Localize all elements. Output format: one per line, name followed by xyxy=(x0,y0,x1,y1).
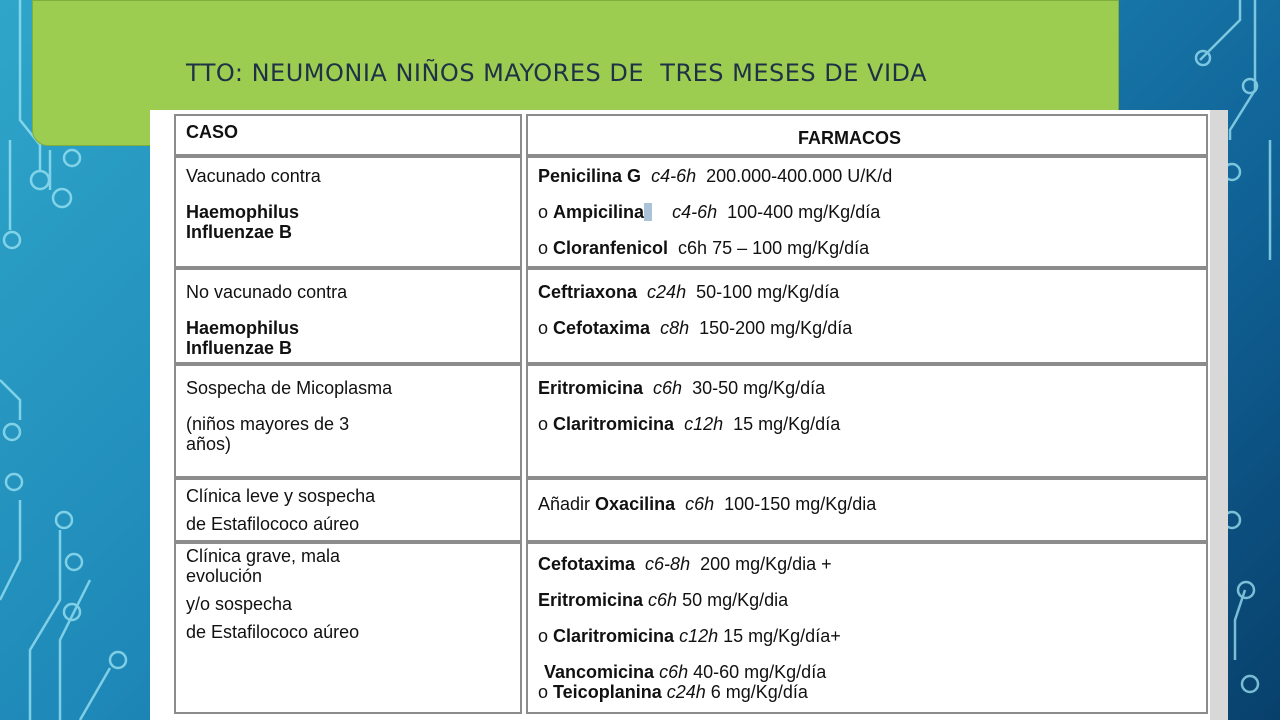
drug-line xyxy=(538,318,852,338)
drug-line xyxy=(538,590,788,610)
drug-name: Eritromicina xyxy=(538,378,644,398)
drug-line xyxy=(538,378,825,398)
drug-line xyxy=(538,626,841,646)
header-caso xyxy=(174,114,522,156)
row-3-caso-line: Sospecha de Micoplasma xyxy=(186,378,393,398)
drug-dose: 200.000-400.000 U/K/d xyxy=(706,166,893,186)
drug-dose: 100-400 mg/Kg/día xyxy=(727,202,881,222)
drug-frequency: c4-6h xyxy=(651,166,697,186)
drug-dose: 15 mg/Kg/día xyxy=(733,414,841,434)
drug-prefix: Añadir xyxy=(538,494,596,514)
drug-frequency: c24h xyxy=(666,682,706,702)
row-5-caso xyxy=(174,542,522,714)
row-1-farmacos xyxy=(526,156,1208,268)
row-2-caso-line: Haemophilus xyxy=(186,318,300,338)
drug-prefix: o xyxy=(538,202,554,222)
drug-line xyxy=(538,554,832,574)
drug-frequency: c4-6h xyxy=(672,202,718,222)
row-1-caso-line: Vacunado contra xyxy=(186,166,321,186)
row-3-farmacos xyxy=(526,364,1208,478)
drug-name: Oxacilina xyxy=(595,494,676,514)
drug-prefix: o xyxy=(538,682,554,702)
drug-dose: 200 mg/Kg/dia + xyxy=(700,554,832,574)
drug-frequency: c8h xyxy=(660,318,690,338)
row-4-caso-line: Clínica leve y sospecha xyxy=(186,486,376,506)
drug-name: Eritromicina xyxy=(538,590,644,610)
drug-frequency: c6h xyxy=(648,590,678,610)
drug-line xyxy=(544,662,826,682)
row-4-caso-line: de Estafilococo aúreo xyxy=(186,514,360,534)
row-5-caso-line: de Estafilococo aúreo xyxy=(186,622,360,642)
drug-dose: 150-200 mg/Kg/día xyxy=(699,318,853,338)
drug-name: Penicilina G xyxy=(538,166,642,186)
drug-prefix: o xyxy=(538,414,554,434)
row-4-caso xyxy=(174,478,522,542)
drug-line xyxy=(538,494,876,514)
drug-prefix: o xyxy=(538,238,554,258)
drug-dose: c6h 75 – 100 mg/Kg/día xyxy=(678,238,870,258)
drug-name: Cloranfenicol xyxy=(553,238,669,258)
text-cursor xyxy=(644,203,652,221)
row-3-caso xyxy=(174,364,522,478)
drug-name: Teicoplanina xyxy=(553,682,662,702)
row-4-farmacos xyxy=(526,478,1208,542)
row-1-caso-line: Haemophilus xyxy=(186,202,300,222)
row-5-caso-line: Clínica grave, mala xyxy=(186,546,341,566)
drug-line xyxy=(538,166,892,186)
drug-line xyxy=(538,238,869,258)
drug-name: Ceftriaxona xyxy=(538,282,638,302)
drug-name: Vancomicina xyxy=(544,662,655,682)
drug-dose: 50-100 mg/Kg/día xyxy=(696,282,840,302)
drug-dose: 6 mg/Kg/día xyxy=(710,682,808,702)
drug-dose: 40-60 mg/Kg/día xyxy=(693,662,827,682)
drug-name: Ampicilina xyxy=(553,202,645,222)
drug-frequency: c6h xyxy=(659,662,689,682)
drug-line xyxy=(538,282,839,302)
drug-name: Claritromicina xyxy=(553,414,675,434)
treatment-table xyxy=(150,110,1228,720)
row-1-caso xyxy=(174,156,522,268)
row-2-caso-line: No vacunado contra xyxy=(186,282,348,302)
drug-frequency: c6h xyxy=(653,378,683,398)
drug-line xyxy=(538,202,880,222)
row-3-caso-line: (niños mayores de 3 xyxy=(186,414,350,434)
row-2-caso xyxy=(174,268,522,364)
row-5-farmacos xyxy=(526,542,1208,714)
drug-name: Cefotaxima xyxy=(538,554,636,574)
drug-frequency: c6h xyxy=(685,494,715,514)
row-1-caso-line: Influenzae B xyxy=(186,222,293,242)
header-farmacos xyxy=(526,114,1208,156)
row-2-caso-line: Influenzae B xyxy=(186,338,293,358)
drug-frequency: c12h xyxy=(679,626,719,646)
drug-line xyxy=(538,682,808,702)
drug-dose: 15 mg/Kg/día+ xyxy=(723,626,841,646)
drug-name: Cefotaxima xyxy=(553,318,651,338)
drug-frequency: c6-8h xyxy=(645,554,691,574)
drug-frequency: c24h xyxy=(647,282,687,302)
row-3-caso-line: años) xyxy=(186,434,232,454)
drug-dose: 50 mg/Kg/dia xyxy=(682,590,789,610)
slide-title: TTO: NEUMONIA NIÑOS MAYORES DE TRES MESES DE VIDA xyxy=(186,59,928,87)
drug-prefix: o xyxy=(538,626,554,646)
drug-dose: 100-150 mg/Kg/dia xyxy=(724,494,877,514)
header-caso-label: CASO xyxy=(186,122,239,142)
header-farmacos-label: FARMACOS xyxy=(798,128,901,148)
row-5-caso-line: y/o sospecha xyxy=(186,594,293,614)
drug-frequency: c12h xyxy=(684,414,724,434)
drug-dose: 30-50 mg/Kg/día xyxy=(692,378,826,398)
drug-line xyxy=(538,414,840,434)
drug-name: Claritromicina xyxy=(553,626,675,646)
row-2-farmacos xyxy=(526,268,1208,364)
drug-prefix: o xyxy=(538,318,554,338)
row-5-caso-line: evolución xyxy=(186,566,263,586)
